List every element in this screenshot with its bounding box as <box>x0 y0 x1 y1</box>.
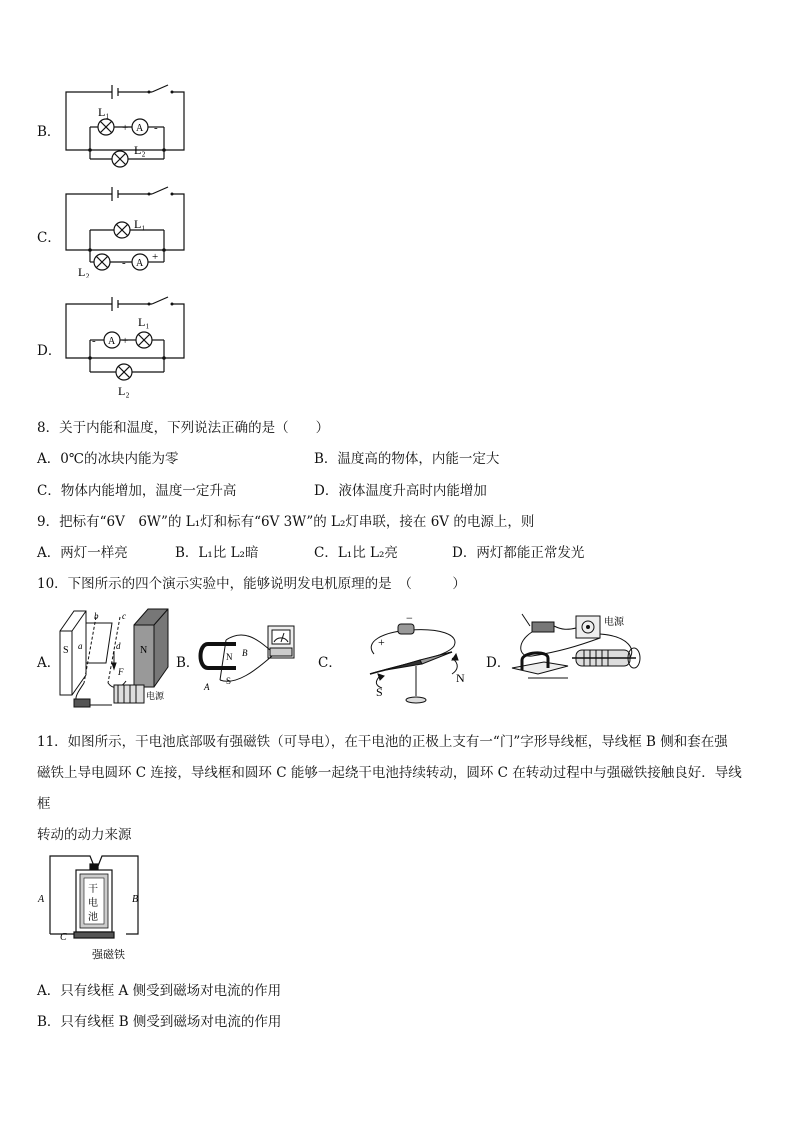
lamp-l2-label: L₂ <box>118 384 130 398</box>
ammeter-symbol: A <box>136 258 144 269</box>
q11-option-b: B．只有线框 B 侧受到磁场对电流的作用 <box>37 1014 282 1030</box>
plus-terminal: + <box>122 335 129 347</box>
minus-terminal: - <box>122 257 126 269</box>
q10-label-a: A． <box>37 655 61 671</box>
battery-char-1: 干 <box>88 884 98 895</box>
q8-option-b: B．温度高的物体，内能一定大 <box>314 451 500 467</box>
strong-magnet-label: 强磁铁 <box>92 949 125 961</box>
lamp-l1-label: L₁ <box>138 315 150 329</box>
lamp-l2-label: L₂ <box>78 265 90 278</box>
q10-label-b: B． <box>176 655 200 671</box>
plus-terminal: + <box>122 122 129 134</box>
q11-stem-line2: 磁铁上导电圆环 C 连接，导线框和圆环 C 能够一起绕干电池持续转动，圆环 C 在转动过程中与强磁铁接触良好．导线 <box>37 765 742 781</box>
conductor-a-label: a <box>78 641 83 651</box>
q8-option-a: A．0℃的冰块内能为零 <box>37 451 179 467</box>
option-c-letter: C． <box>37 230 61 246</box>
lamp-l2-label: L₂ <box>134 143 146 157</box>
q9-option-b: B．L₁比 L₂暗 <box>175 545 259 561</box>
option-d-letter: D． <box>37 343 62 359</box>
magnet-north-label: N <box>226 652 233 662</box>
q10-label-c: C． <box>318 655 342 671</box>
circuit-diagram-c <box>60 182 190 278</box>
figure-motor-setup <box>508 606 668 702</box>
option-b-letter: B． <box>37 124 61 140</box>
minus-terminal: - <box>92 335 96 347</box>
frame-side-b-label: B <box>132 894 139 905</box>
wire-a-label: A <box>204 682 210 692</box>
q9-option-a: A．两灯一样亮 <box>37 545 128 561</box>
force-label: F <box>118 667 124 677</box>
magnet-north-label: N <box>140 645 148 656</box>
conductor-c-label: c <box>122 611 126 621</box>
ammeter-symbol: A <box>136 123 144 134</box>
lamp-l1-label: L₁ <box>98 105 110 119</box>
q11-stem-line1: 11．如图所示，干电池底部吸有强磁铁（可导电），在干电池的正极上支有一“门”字形导线框，导线框 B 侧和套在强 <box>37 734 728 750</box>
q9-option-d: D．两灯都能正常发光 <box>452 545 585 561</box>
q8-option-c: C．物体内能增加，温度一定升高 <box>37 483 237 499</box>
plus-terminal: + <box>152 251 159 263</box>
minus-terminal: - <box>154 122 158 134</box>
q11-stem-line3: 框 <box>37 796 51 812</box>
figure-battery-wire-frame <box>34 846 154 964</box>
figure-oersted-compass <box>360 612 470 712</box>
battery-char-3: 池 <box>88 912 98 923</box>
ammeter-symbol: A <box>108 336 116 347</box>
minus-terminal: − <box>406 612 413 625</box>
conductor-d-label: d <box>116 641 121 651</box>
circuit-diagram-b <box>60 82 190 174</box>
compass-south-label: S <box>376 685 383 699</box>
q9-stem: 9．把标有“6V 6W”的 L₁灯和标有“6V 3W”的 L₂灯串联，接在 6V 的电源上，则 <box>37 514 535 530</box>
frame-side-a-label: A <box>38 894 45 905</box>
power-supply-label: 电源 <box>604 617 624 628</box>
wire-b-label: B <box>242 648 248 658</box>
figure-conductor-in-magnet <box>56 603 172 713</box>
circuit-diagram-d <box>60 290 190 398</box>
battery-char-2: 电 <box>88 898 98 909</box>
q9-option-c: C．L₁比 L₂亮 <box>314 545 398 561</box>
lamp-l1-label: L₁ <box>134 217 146 231</box>
q10-stem: 10．下图所示的四个演示实验中，能够说明发电机原理的是 （ ） <box>37 576 466 592</box>
ring-c-label: C <box>60 932 67 943</box>
q8-stem: 8．关于内能和温度，下列说法正确的是（ ） <box>37 420 330 436</box>
q8-option-d: D．液体温度升高时内能增加 <box>314 483 487 499</box>
magnet-south-label: S <box>226 676 232 686</box>
q11-option-a: A．只有线框 A 侧受到磁场对电流的作用 <box>37 983 282 999</box>
plus-terminal: + <box>378 635 385 649</box>
conductor-b-label: b <box>94 611 99 621</box>
magnet-south-label: S <box>63 645 69 656</box>
q10-label-d: D． <box>486 655 511 671</box>
power-supply-label: 电源 <box>146 691 165 701</box>
figure-galvanometer-coil <box>196 622 300 698</box>
q11-stem-line4: 转动的动力来源 <box>37 827 132 843</box>
compass-north-label: N <box>456 671 465 685</box>
